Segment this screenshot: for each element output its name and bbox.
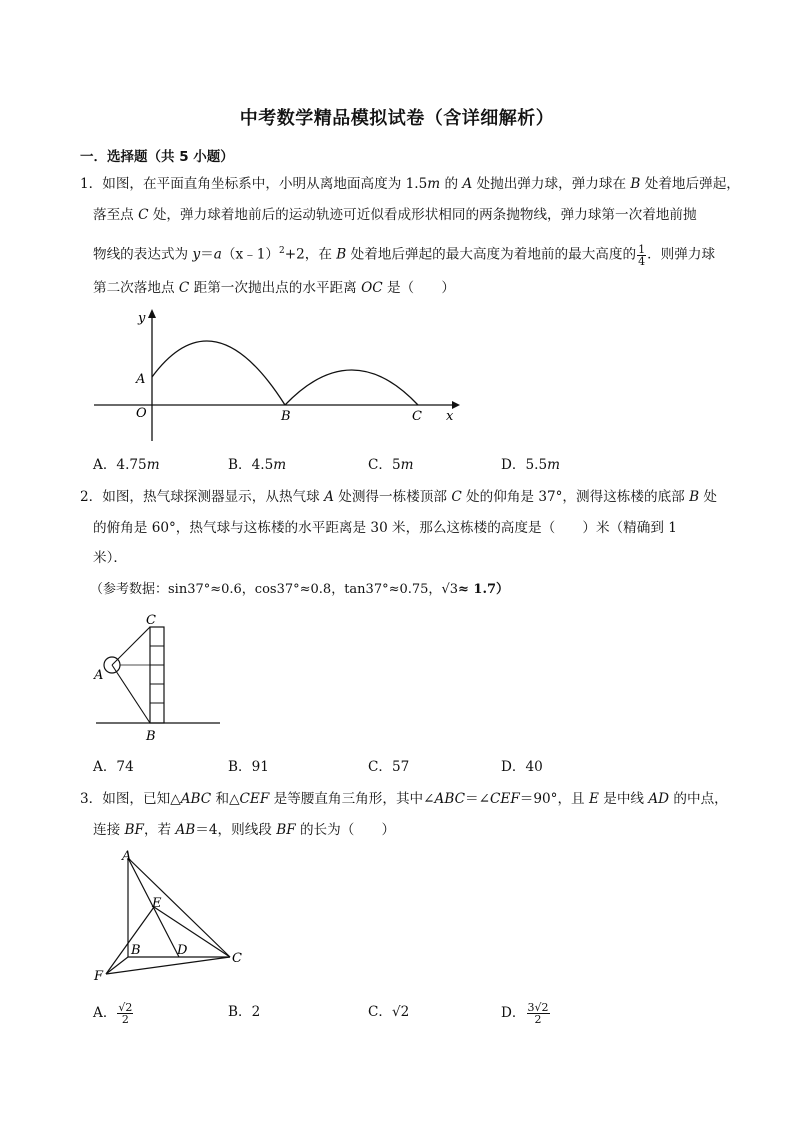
segment-EC xyxy=(154,907,230,957)
page-title: 中考数学精品模拟试卷（含详细解析） xyxy=(239,108,555,129)
q3-option-d[interactable]: D． $\frac{3√2}{2}$ xyxy=(501,1001,549,1026)
q2-reference-data: （参考数据：sin37°≈0.6，cos37°≈0.8，tan37°≈0.75，√3≈ 1.7） xyxy=(90,582,510,597)
point-B-label: B xyxy=(146,729,156,744)
q2-option-d[interactable]: D．40 xyxy=(501,759,543,775)
q3-number: 3． xyxy=(80,791,103,807)
x-label: x xyxy=(446,409,454,424)
q2-number: 2． xyxy=(80,489,103,505)
q2-option-c[interactable]: C．57 xyxy=(368,759,410,775)
sight-line-up xyxy=(112,627,150,665)
q1-line-4: 第二次落地点 C 距第一次抛出点的水平距离 OC 是（ ） xyxy=(93,280,455,296)
second-parabola xyxy=(285,370,418,405)
section-heading: 一．选择题（共 5 小题） xyxy=(80,149,234,165)
q1-number: 1． xyxy=(80,176,103,192)
point-E-label: E xyxy=(152,896,162,911)
q1-line-3: 物线的表达式为 y＝a（x﹣1）$^2$+2，在 B 处着地后弹起的最大高度为着地前的最大高度的 $\frac{1}{4}$ ．则弹力球 xyxy=(93,242,716,268)
point-A-label: A xyxy=(122,849,132,864)
point-D-label: D xyxy=(177,943,188,958)
y-label: y xyxy=(138,311,146,326)
q3-line-2: 连接 BF，若 AB＝4，则线段 BF 的长为（ ） xyxy=(93,822,396,838)
q2-option-b[interactable]: B．91 xyxy=(228,759,269,775)
q1-fraction: $\frac{1}{4}$ xyxy=(638,242,646,268)
q1-line-2: 落至点 C 处，弹力球着地前后的运动轨迹可近似看成形状相同的两条抛物线，弹力球第一次着地前抛 xyxy=(93,207,697,223)
q2-balloon-figure xyxy=(90,610,230,745)
y-axis-arrow xyxy=(148,309,156,318)
q1-parabola-figure xyxy=(90,305,470,445)
first-parabola xyxy=(152,341,285,405)
point-C-label: C xyxy=(146,613,156,628)
q2-option-a[interactable]: A．74 xyxy=(93,759,134,775)
x-axis-arrow xyxy=(452,401,460,409)
point-A-label: A xyxy=(94,668,104,683)
building xyxy=(150,627,164,723)
point-F-label: F xyxy=(94,969,104,984)
q3-option-c[interactable]: C．√2 xyxy=(368,1004,410,1020)
q1-line-1: 1．如图，在平面直角坐标系中，小明从离地面高度为 1.5m 的 A 处抛出弹力球，弹力球在 B 处着地后弹起， xyxy=(80,176,740,192)
point-C-label: C xyxy=(232,951,242,966)
q3-line-1: 3．如图，已知△ABC 和△CEF 是等腰直角三角形，其中∠ABC＝∠CEF＝90°，且 E 是中线 AD 的中点， xyxy=(80,791,728,807)
q3-option-a[interactable]: A． $\frac{√2}{2}$ xyxy=(93,1001,133,1026)
point-A-label: A xyxy=(136,372,146,387)
q1-option-b[interactable]: B．4.5m xyxy=(228,457,287,473)
q1-option-c[interactable]: C．5m xyxy=(368,457,414,473)
q2-line-2: 的俯角是 60°，热气球与这栋楼的水平距离是 30 米，那么这栋楼的高度是（ ）米（精确到 1 xyxy=(93,520,677,536)
q1-option-d[interactable]: D．5.5m xyxy=(501,457,561,473)
q2-line-3: 米）． xyxy=(93,550,127,566)
q2-line-1: 2．如图，热气球探测器显示，从热气球 A 处测得一栋楼顶部 C 处的仰角是 37°，测得这栋楼的底部 B 处 xyxy=(80,489,718,505)
point-B-label: B xyxy=(281,409,291,424)
q3-option-b[interactable]: B．2 xyxy=(228,1004,261,1020)
origin-label: O xyxy=(136,406,147,421)
segment-EF xyxy=(106,907,154,974)
point-B-label: B xyxy=(131,943,141,958)
q1-option-a[interactable]: A．4.75m xyxy=(93,457,160,473)
point-C-label: C xyxy=(412,409,422,424)
q3-triangle-figure xyxy=(88,846,253,986)
sight-line-down xyxy=(112,665,150,723)
